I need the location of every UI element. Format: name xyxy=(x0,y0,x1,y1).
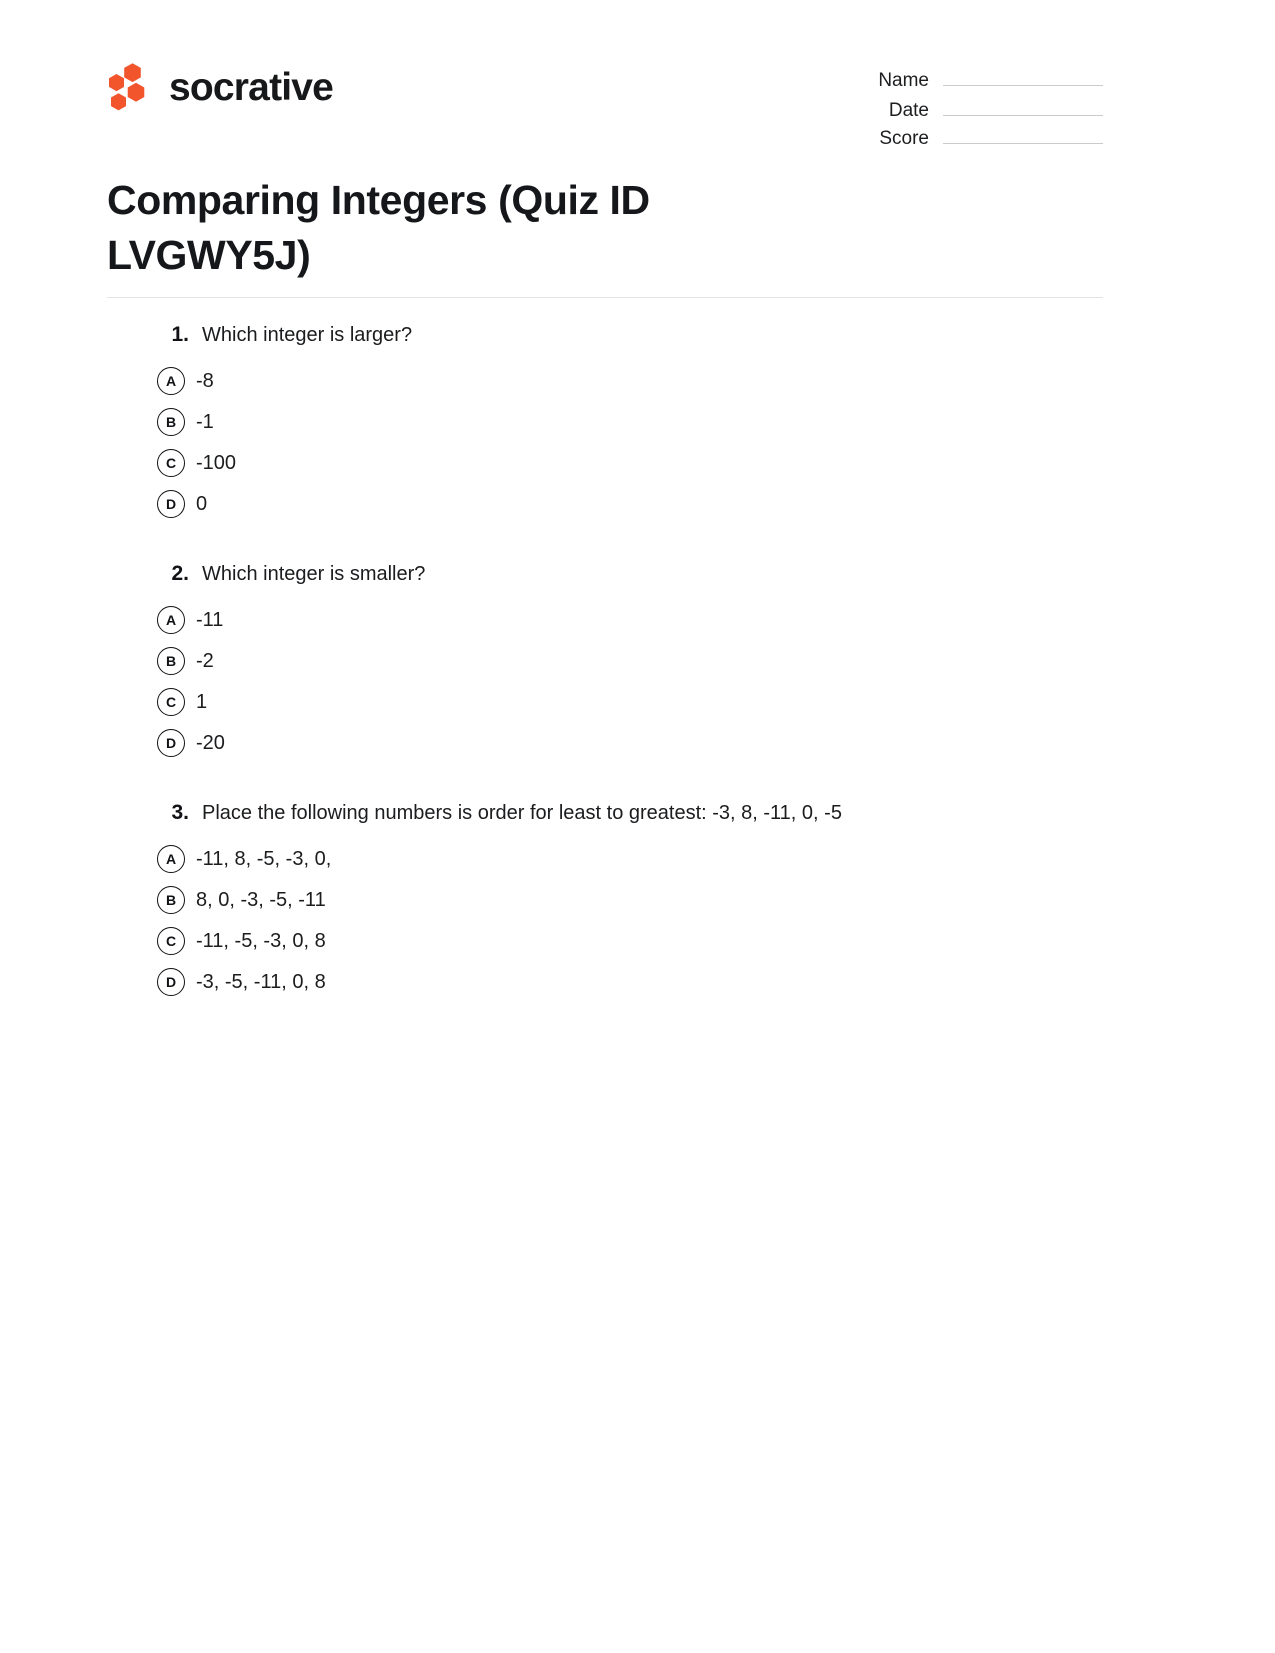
question-1-option-d[interactable] xyxy=(157,483,1103,524)
question-3-stem xyxy=(107,800,1103,826)
question-list xyxy=(107,322,1103,1039)
option-label-a: -11 xyxy=(196,608,224,631)
score-field-input[interactable] xyxy=(943,128,1103,144)
option-bubble-a[interactable]: A xyxy=(157,845,185,873)
option-label-d: -20 xyxy=(196,731,225,754)
score-field-block xyxy=(851,128,1103,158)
date-field-row xyxy=(851,100,1103,122)
question-2-option-b[interactable] xyxy=(157,640,1103,681)
option-bubble-a[interactable]: A xyxy=(157,606,185,634)
option-label-a: -8 xyxy=(196,369,214,392)
option-bubble-d[interactable]: D xyxy=(157,490,185,518)
option-label-b: -2 xyxy=(196,649,214,672)
question-2-number: 2. xyxy=(171,562,189,585)
option-bubble-b[interactable]: B xyxy=(157,647,185,675)
hexagon-cluster-icon xyxy=(107,62,155,112)
question-1-option-b[interactable] xyxy=(157,401,1103,442)
option-label-c: -11, -5, -3, 0, 8 xyxy=(196,929,326,952)
option-label-d: -3, -5, -11, 0, 8 xyxy=(196,970,326,993)
question-1-number: 1. xyxy=(171,323,189,346)
question-3-option-d[interactable] xyxy=(157,961,1103,1002)
option-bubble-b[interactable]: B xyxy=(157,408,185,436)
student-info-fields xyxy=(851,70,1103,130)
question-3 xyxy=(107,800,1103,1002)
option-label-c: -100 xyxy=(196,451,237,474)
option-label-c: 1 xyxy=(196,690,208,713)
name-field-row xyxy=(851,70,1103,92)
question-2-option-c[interactable] xyxy=(157,681,1103,722)
name-field-input[interactable] xyxy=(943,70,1103,86)
option-bubble-a[interactable]: A xyxy=(157,367,185,395)
date-field-input[interactable] xyxy=(943,100,1103,116)
question-1-stem xyxy=(107,322,1103,348)
question-3-option-a[interactable] xyxy=(157,838,1103,879)
option-bubble-c[interactable]: C xyxy=(157,688,185,716)
question-2 xyxy=(107,561,1103,763)
brand-name: socrative xyxy=(169,65,334,109)
option-label-a: -11, 8, -5, -3, 0, xyxy=(196,847,332,870)
question-1-option-c[interactable] xyxy=(157,442,1103,483)
date-field-label: Date xyxy=(888,100,929,121)
worksheet-content xyxy=(107,0,1103,993)
question-2-options xyxy=(107,599,1103,763)
option-bubble-b[interactable]: B xyxy=(157,886,185,914)
option-bubble-d[interactable]: D xyxy=(157,729,185,757)
question-3-option-c[interactable] xyxy=(157,920,1103,961)
brand-logo xyxy=(107,62,333,112)
worksheet-header xyxy=(107,0,1103,279)
option-bubble-c[interactable]: C xyxy=(157,449,185,477)
option-bubble-d[interactable]: D xyxy=(157,968,185,996)
option-bubble-c[interactable]: C xyxy=(157,927,185,955)
question-2-text: Which integer is smaller? xyxy=(202,563,426,585)
page-title: Comparing Integers (Quiz ID LVGWY5J) xyxy=(107,177,650,279)
question-3-number: 3. xyxy=(171,801,189,824)
question-2-stem xyxy=(107,561,1103,587)
name-field-label: Name xyxy=(878,70,929,91)
question-2-option-a[interactable] xyxy=(157,599,1103,640)
header-divider xyxy=(107,297,1103,298)
question-1-options xyxy=(107,360,1103,524)
question-2-option-d[interactable] xyxy=(157,722,1103,763)
question-1-option-a[interactable] xyxy=(157,360,1103,401)
option-label-d: 0 xyxy=(196,492,208,515)
score-field-row xyxy=(851,128,1103,150)
question-1-text: Which integer is larger? xyxy=(202,324,413,346)
question-3-option-b[interactable] xyxy=(157,879,1103,920)
option-label-b: -1 xyxy=(196,410,214,433)
score-field-label: Score xyxy=(879,128,929,149)
question-1 xyxy=(107,322,1103,524)
option-label-b: 8, 0, -3, -5, -11 xyxy=(196,888,326,911)
question-3-options xyxy=(107,838,1103,1002)
question-3-text: Place the following numbers is order for least to greatest: -3, 8, -11, 0, -5 xyxy=(202,802,842,824)
